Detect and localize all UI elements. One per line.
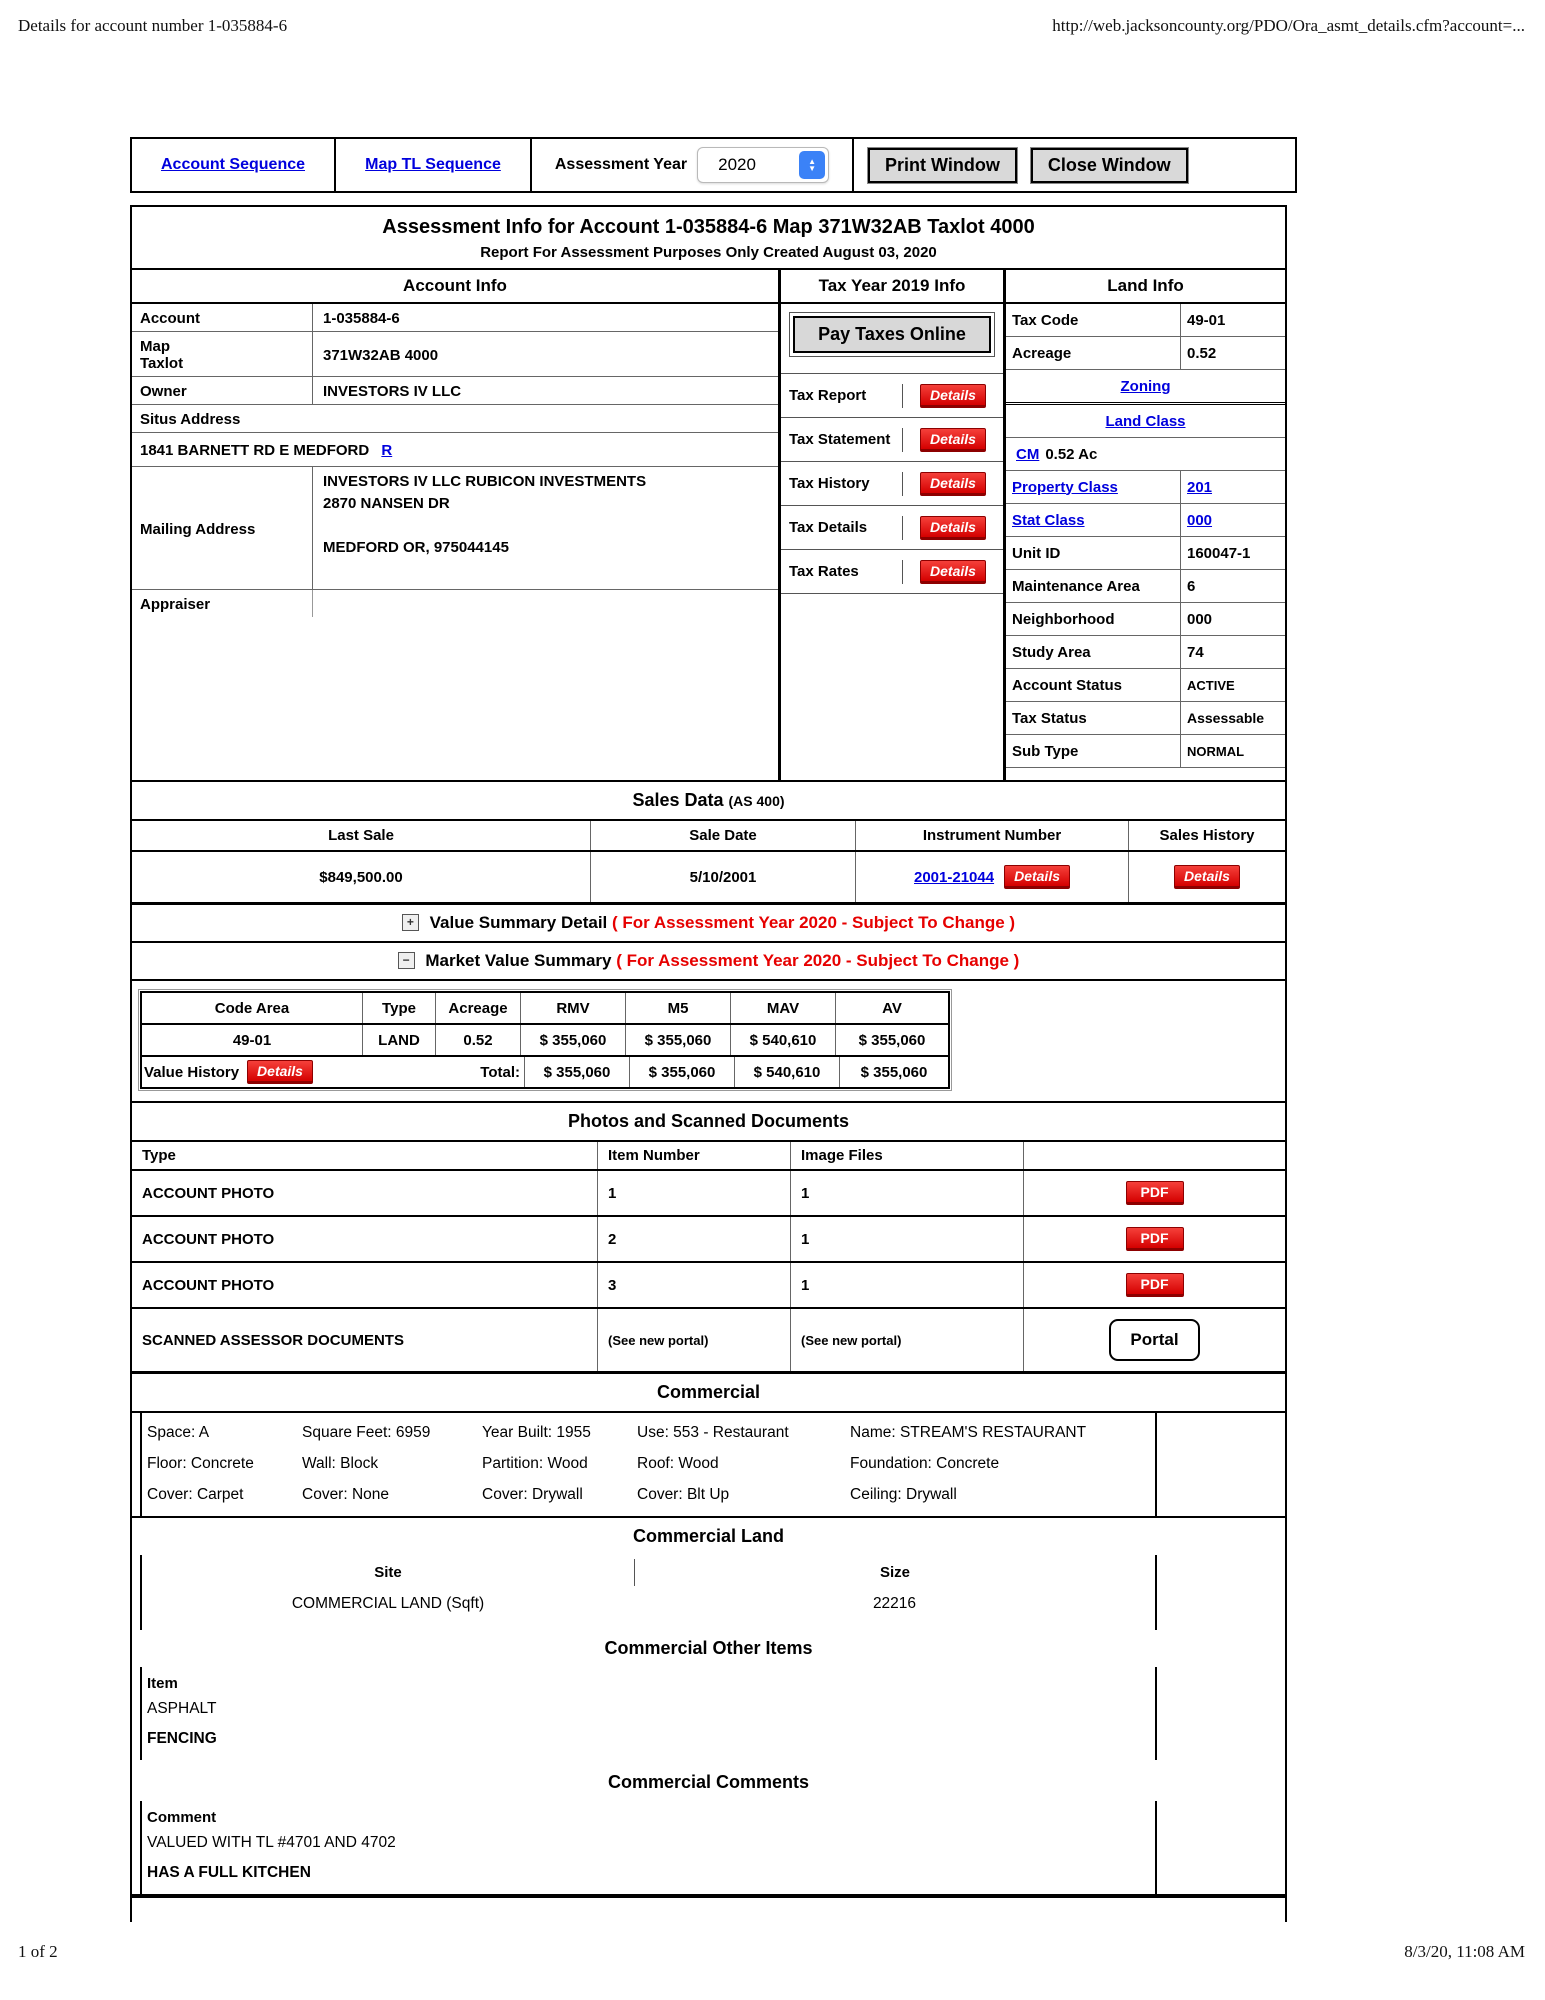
pdf-button-3[interactable]: PDF [1126,1273,1184,1297]
sales-data-title: Sales Data (AS 400) [132,780,1285,821]
mv-av: $ 355,060 [858,1031,926,1049]
mv-rmv: $ 355,060 [521,1025,626,1055]
commercial-other-items-title: Commercial Other Items [604,1638,813,1658]
sales-history-cell [1129,852,1285,902]
mailing-address-row [132,467,778,590]
commercial-row-2: Floor: Concrete Wall: Block Partition: Wood Roof: Wood Foundation: Concrete [147,1455,1000,1472]
property-class-row [1006,471,1285,504]
stat-class-value-link[interactable]: 000 [1187,511,1213,529]
land-class-row [1006,405,1285,438]
tax-rates-details-button[interactable]: Details [920,560,986,584]
last-sale-value: $849,500.00 [132,852,591,902]
mailing-address-value: INVESTORS IV LLC RUBICON INVESTMENTS 2870 NANSEN DR MEDFORD OR, 975044145 [313,467,778,589]
assessment-year-label: Assessment Year [554,156,688,173]
map-taxlot-row [132,332,778,377]
neighborhood-row: Neighborhood 000 [1006,603,1285,636]
tax-rates-row: Tax Rates Details [781,550,1003,594]
mv-type: LAND [363,1025,436,1055]
tax-history-details-button[interactable]: Details [920,472,986,496]
owner-value: INVESTORS IV LLC [323,383,462,400]
commercial-comments-table [140,1801,1157,1894]
situs-address-label: Situs Address [140,411,241,428]
photo-row-1: ACCOUNT PHOTO 1 1 PDF [132,1171,1285,1217]
stat-class-link[interactable]: Stat Class [1012,511,1085,529]
comment-column-header: Comment [147,1809,217,1826]
market-value-summary-title: Market Value Summary [425,951,612,970]
value-history-details-button[interactable]: Details [247,1060,313,1084]
situs-r-link[interactable]: R [381,442,393,459]
scanned-documents-row: SCANNED ASSESSOR DOCUMENTS (See new portal) (See new portal) Portal [132,1309,1285,1374]
tax-statement-details-button[interactable]: Details [920,428,986,452]
map-tl-sequence-link[interactable]: Map TL Sequence [365,156,501,173]
market-value-summary-note: ( For Assessment Year 2020 - Subject To Change ) [616,951,1020,970]
assessment-year-value: 2020 [718,155,756,174]
page-number: 1 of 2 [18,1942,58,1961]
map-taxlot-label: Map Taxlot [132,332,313,376]
situs-value-row [132,433,778,467]
market-value-table [140,991,950,1089]
land-info-header: Land Info [1006,270,1285,304]
assessment-report [130,205,1287,1922]
appraiser-row [132,590,778,617]
page-break-cut [132,1894,1285,1922]
tax-code-row: Tax Code 49-01 [1006,304,1285,337]
cm-link[interactable]: CM [1016,445,1040,463]
tax-year-info-section [781,270,1006,780]
commercial-other-items-table [140,1667,1157,1760]
market-value-total-row [142,1057,948,1087]
tax-report-row: Tax Report Details [781,374,1003,418]
sales-history-details-button[interactable]: Details [1174,865,1240,889]
cm-acreage: 0.52 Ac [1045,445,1098,463]
appraiser-label: Appraiser [132,590,313,617]
market-value-table-header: Code Area Type Acreage RMV M5 MAV AV [142,993,948,1025]
photo-row-3: ACCOUNT PHOTO 3 1 PDF [132,1263,1285,1309]
account-label: Account [132,304,313,331]
site-column-header: Site [142,1559,635,1586]
instrument-cell [856,852,1129,902]
stat-class-row [1006,504,1285,537]
print-footer [18,1942,1525,1962]
sales-table-header [132,821,1285,852]
total-m5: $ 355,060 [630,1057,735,1087]
account-status-row: Account Status ACTIVE [1006,669,1285,702]
report-title: Assessment Info for Account 1-035884-6 Map 371W32AB Taxlot 4000 [382,216,1035,238]
commercial-row-3: Cover: Carpet Cover: None Cover: Drywall Cover: Blt Up Ceiling: Drywall [147,1486,957,1503]
appraiser-value [313,590,778,617]
property-class-value-link[interactable]: 201 [1187,478,1213,496]
portal-button[interactable]: Portal [1109,1319,1199,1361]
value-summary-detail-title: Value Summary Detail [429,913,608,932]
pay-taxes-online-button[interactable]: Pay Taxes Online [793,316,991,353]
print-window-button[interactable]: Print Window [868,148,1017,183]
owner-label: Owner [132,377,313,404]
market-value-data-row [142,1025,948,1057]
print-header-title: Details for account number 1-035884-6 [18,16,288,35]
situs-label-row [132,405,778,433]
study-area-row: Study Area 74 [1006,636,1285,669]
commercial-land-title: Commercial Land [132,1516,1285,1555]
info-columns [132,270,1285,780]
toolbar-cell-year [532,139,854,191]
tax-statement-row: Tax Statement Details [781,418,1003,462]
photos-table-header: Type Item Number Image Files [132,1142,1285,1171]
zoning-row [1006,370,1285,405]
market-value-summary-bar [132,943,1285,981]
pdf-button-1[interactable]: PDF [1126,1181,1184,1205]
other-item-asphalt: ASPHALT [147,1700,217,1717]
photos-header-empty [1024,1142,1285,1169]
other-item-fencing: FENCING [147,1730,217,1747]
land-info-section [1006,270,1285,780]
collapse-minus-icon[interactable]: − [398,952,415,969]
commercial-land-header [142,1559,1155,1586]
sub-type-row: Sub Type NORMAL [1006,735,1285,768]
commercial-land-site: COMMERCIAL LAND (Sqft) [291,1595,485,1612]
close-window-button[interactable]: Close Window [1031,148,1188,183]
unit-id-row: Unit ID 160047-1 [1006,537,1285,570]
sale-date-value: 5/10/2001 [591,852,856,902]
commercial-detail-table [140,1413,1157,1516]
commercial-land-size: 22216 [872,1595,917,1612]
instrument-number-link[interactable]: 2001-21044 [914,868,995,886]
comment-valued-with: VALUED WITH TL #4701 AND 4702 [147,1834,396,1851]
col-last-sale: Last Sale [132,821,591,850]
report-subtitle: Report For Assessment Purposes Only Created August 03, 2020 [480,244,937,261]
comment-full-kitchen: HAS A FULL KITCHEN [147,1864,311,1881]
tax-details-details-button[interactable]: Details [920,516,986,540]
total-av: $ 355,060 [860,1063,928,1081]
mv-code-area: 49-01 [142,1025,363,1055]
report-title-block [132,207,1285,270]
instrument-details-button[interactable]: Details [1004,865,1070,889]
tax-details-row: Tax Details Details [781,506,1003,550]
col-instrument-number: Instrument Number [856,821,1129,850]
photos-title: Photos and Scanned Documents [132,1103,1285,1142]
account-info-section [132,270,781,780]
pay-taxes-wrap [789,312,995,357]
toolbar-cell-window-buttons [854,139,1200,191]
commercial-comments-title: Commercial Comments [607,1772,810,1792]
cm-row [1006,438,1285,471]
land-class-link[interactable]: Land Class [1105,412,1186,430]
commercial-title: Commercial [132,1374,1285,1413]
mailing-blank-line [323,517,774,539]
toolbar-cell-map-sequence [336,139,532,191]
mailing-address-label: Mailing Address [132,467,313,589]
sales-table-row [132,852,1285,905]
property-class-link[interactable]: Property Class [1012,478,1118,496]
value-history-label: Value History [144,1063,240,1081]
tax-history-row: Tax History Details [781,462,1003,506]
print-header-url: http://web.jacksoncounty.org/PDO/Ora_asmt_details.cfm?account=... [1052,16,1525,35]
zoning-link[interactable]: Zoning [1120,377,1171,395]
mv-mav: $ 540,610 [731,1025,836,1055]
col-sales-history: Sales History [1159,827,1255,844]
commercial-row-1: Space: A Square Feet: 6959 Year Built: 1955 Use: 553 - Restaurant Name: STREAM'S RESTAURANT [147,1424,1087,1441]
situs-address-value: 1841 BARNETT RD E MEDFORD [140,442,370,459]
market-value-summary-area [132,981,1285,1103]
maintenance-area-row: Maintenance Area 6 [1006,570,1285,603]
assessment-year-select[interactable] [697,147,829,183]
value-summary-note: ( For Assessment Year 2020 - Subject To Change ) [612,913,1016,932]
tax-links-table [781,373,1003,594]
map-taxlot-value: 371W32AB 4000 [323,346,439,364]
commercial-land-row [142,1586,1155,1624]
photo-row-2: ACCOUNT PHOTO 2 1 PDF [132,1217,1285,1263]
total-mav: $ 540,610 [735,1057,840,1087]
print-timestamp: 8/3/20, 11:08 AM [1404,1942,1525,1961]
item-column-header: Item [147,1675,178,1692]
print-header [18,16,1525,36]
toolbar [130,137,1297,193]
select-spinner-icon[interactable]: ▲ ▼ [799,151,825,179]
pdf-button-2[interactable]: PDF [1126,1227,1184,1251]
mv-acreage: 0.52 [436,1025,521,1055]
total-rmv: $ 355,060 [525,1057,630,1087]
account-row [132,304,778,332]
size-column-header: Size [879,1564,910,1581]
mv-m5: $ 355,060 [626,1025,731,1055]
account-sequence-link[interactable]: Account Sequence [160,156,306,173]
value-summary-detail-bar [132,905,1285,943]
tax-status-row: Tax Status Assessable [1006,702,1285,735]
sales-data-subtitle: (AS 400) [728,793,785,809]
acreage-row: Acreage 0.52 [1006,337,1285,370]
commercial-land-table [140,1555,1157,1630]
tax-year-info-header: Tax Year 2019 Info [781,270,1003,304]
account-info-header: Account Info [132,270,778,304]
owner-row [132,377,778,405]
col-sale-date: Sale Date [591,821,856,850]
tax-report-details-button[interactable]: Details [920,384,986,408]
account-value: 1-035884-6 [323,310,400,327]
toolbar-cell-account-sequence [132,139,336,191]
expand-plus-icon[interactable]: + [402,914,419,931]
total-label: Total: [436,1057,525,1087]
